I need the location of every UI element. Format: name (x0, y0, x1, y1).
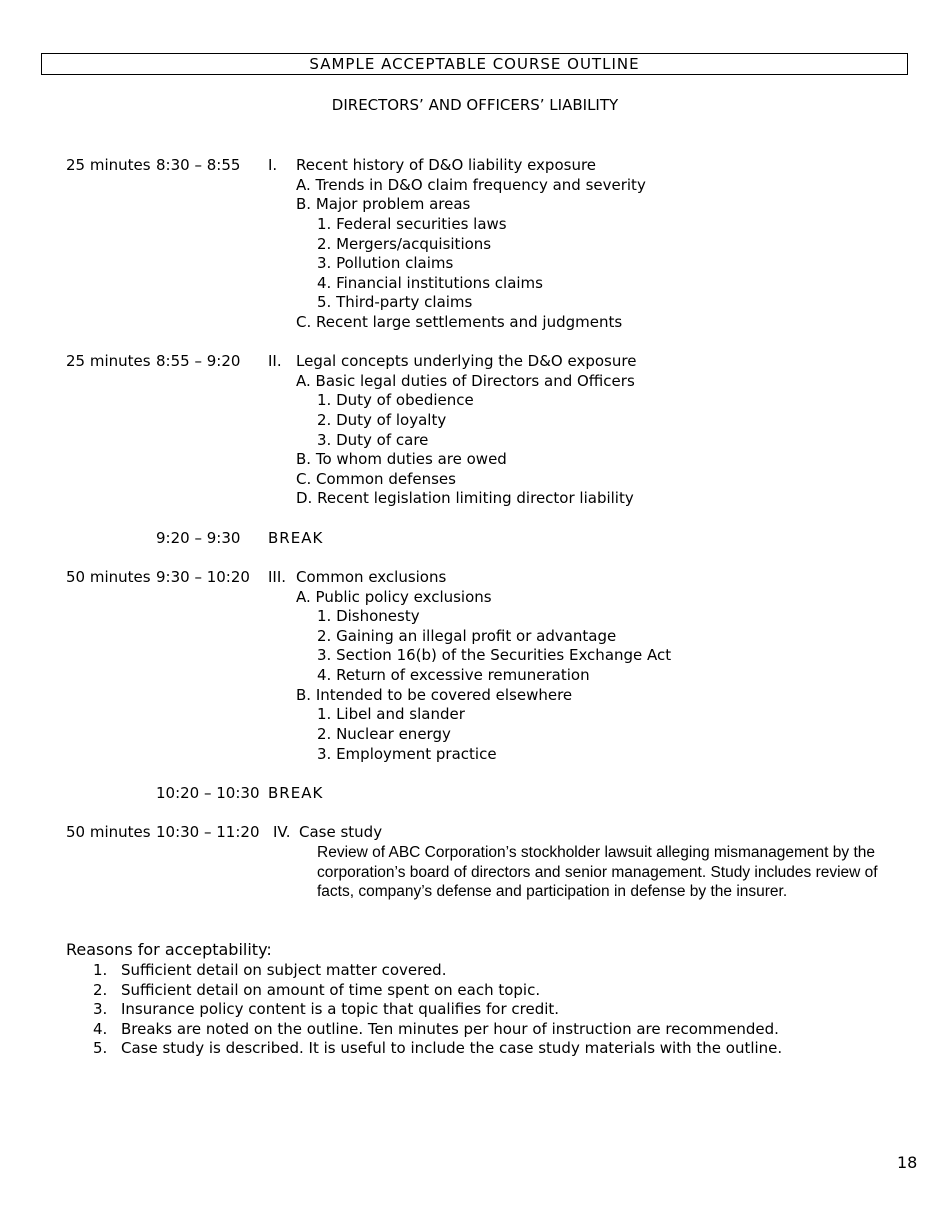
outline-item: B. To whom duties are owed (296, 450, 507, 468)
reason-number: 3. (93, 1000, 108, 1018)
reason-number: 4. (93, 1020, 108, 1038)
section-numeral: IV. (273, 823, 291, 841)
outline-subitem: 4. Financial institutions claims (317, 274, 543, 292)
outline-subitem: 3. Employment practice (317, 745, 497, 763)
outline-item: A. Public policy exclusions (296, 588, 492, 606)
break-time: 9:20 – 9:30 (156, 529, 241, 547)
section-title: Common exclusions (296, 568, 447, 586)
outline-item: D. Recent legislation limiting director liability (296, 489, 634, 507)
break-label: BREAK (268, 784, 324, 802)
section-time: 9:30 – 10:20 (156, 568, 250, 586)
section-duration: 50 minutes (66, 568, 151, 586)
outline-subitem: 2. Gaining an illegal profit or advantage (317, 627, 617, 645)
reason-text: Insurance policy content is a topic that qualifies for credit. (121, 1000, 560, 1018)
outline-header-title: SAMPLE ACCEPTABLE COURSE OUTLINE (41, 53, 908, 75)
section-numeral: I. (268, 156, 278, 174)
outline-subitem: 2. Mergers/acquisitions (317, 235, 492, 253)
outline-subitem: 5. Third-party claims (317, 293, 473, 311)
outline-subitem: 3. Pollution claims (317, 254, 454, 272)
course-subtitle: DIRECTORS’ AND OFFICERS’ LIABILITY (331, 96, 619, 114)
outline-item: B. Major problem areas (296, 195, 471, 213)
case-study-description: Review of ABC Corporation’s stockholder lawsuit alleging mismanagement by the corporation’s board of directors and senior management. Study includes review of facts, company’s defense and participation in defense by the insurer. (317, 844, 878, 901)
page-number: 18 (897, 1153, 918, 1172)
reason-number: 5. (93, 1039, 108, 1057)
outline-subitem: 1. Federal securities laws (317, 215, 507, 233)
section-numeral: III. (268, 568, 287, 586)
section-title: Legal concepts underlying the D&O exposure (296, 352, 637, 370)
section-duration: 25 minutes (66, 156, 151, 174)
outline-subitem: 3. Duty of care (317, 431, 429, 449)
section-time: 8:55 – 9:20 (156, 352, 241, 370)
outline-subitem: 4. Return of excessive remuneration (317, 666, 590, 684)
reason-number: 2. (93, 981, 108, 999)
section-title: Case study (299, 823, 383, 841)
section-duration: 50 minutes (66, 823, 151, 841)
section-time: 10:30 – 11:20 (156, 823, 260, 841)
reasons-title: Reasons for acceptability: (66, 940, 272, 959)
outline-subitem: 3. Section 16(b) of the Securities Exchange Act (317, 646, 672, 664)
outline-item: A. Basic legal duties of Directors and Officers (296, 372, 635, 390)
reason-text: Sufficient detail on subject matter covered. (121, 961, 447, 979)
section-duration: 25 minutes (66, 352, 151, 370)
reason-text: Sufficient detail on amount of time spent on each topic. (121, 981, 541, 999)
reason-text: Case study is described. It is useful to include the case study materials with the outline. (121, 1039, 783, 1057)
reason-text: Breaks are noted on the outline. Ten minutes per hour of instruction are recommended. (121, 1020, 779, 1038)
reason-number: 1. (93, 961, 108, 979)
break-time: 10:20 – 10:30 (156, 784, 260, 802)
section-title: Recent history of D&O liability exposure (296, 156, 597, 174)
outline-subitem: 1. Duty of obedience (317, 391, 474, 409)
outline-item: A. Trends in D&O claim frequency and severity (296, 176, 646, 194)
outline-subitem: 1. Libel and slander (317, 705, 465, 723)
outline-item: C. Recent large settlements and judgments (296, 313, 623, 331)
outline-subitem: 2. Duty of loyalty (317, 411, 447, 429)
outline-subitem: 2. Nuclear energy (317, 725, 451, 743)
section-time: 8:30 – 8:55 (156, 156, 241, 174)
outline-subitem: 1. Dishonesty (317, 607, 420, 625)
outline-item: B. Intended to be covered elsewhere (296, 686, 573, 704)
section-numeral: II. (268, 352, 282, 370)
outline-item: C. Common defenses (296, 470, 456, 488)
break-label: BREAK (268, 529, 324, 547)
